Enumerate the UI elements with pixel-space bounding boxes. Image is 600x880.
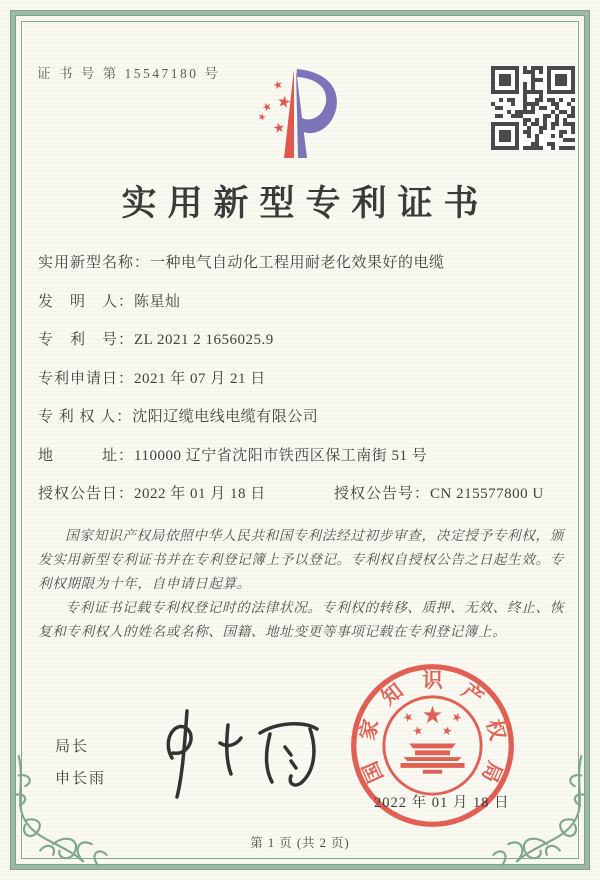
cnipa-logo-icon — [237, 56, 367, 166]
field-row-address — [38, 444, 566, 462]
field-row-patentee — [38, 405, 566, 423]
qr-code — [491, 66, 575, 150]
field-value: 2022 年 01 月 18 日 — [134, 486, 266, 502]
seal-date: 2022 年 01 月 18 日 — [374, 795, 510, 811]
field-label: 专利申请日： — [38, 370, 135, 387]
field-label: 专 利 号： — [38, 332, 135, 348]
field-row-inventor — [38, 290, 566, 308]
legal-paragraph-1: 国家知识产权局依照中华人民共和国专利法经过初步审查，决定授予专利权，颁发实用新型专利证书并在专利登记簿上予以登记。专利权自授权公告之日起生效。专利权期限为十年，自申请日起算。 — [38, 528, 564, 591]
field-value: 沈阳辽缆电线电缆有限公司 — [132, 409, 319, 425]
svg-text:知: 知 — [378, 679, 408, 710]
svg-text:局: 局 — [477, 757, 506, 786]
grant-date-pair — [38, 482, 334, 503]
field-row-filing-date — [38, 367, 566, 385]
svg-text:权: 权 — [481, 717, 509, 743]
field-value: CN 215577800 U — [430, 486, 544, 502]
svg-text:家: 家 — [356, 717, 384, 743]
certificate-title: 实用新型专利证书 — [121, 184, 490, 223]
handwritten-signature-icon — [142, 703, 332, 803]
svg-text:产: 产 — [457, 679, 487, 710]
legal-text — [38, 524, 564, 644]
field-value: 一种电气自动化工程用耐老化效果好的电缆 — [150, 255, 445, 271]
field-label: 地 址： — [38, 447, 135, 464]
field-row-name — [38, 251, 566, 269]
field-row-patent-number — [38, 328, 566, 346]
field-value: ZL 2021 2 1656025.9 — [134, 332, 274, 348]
signer-title: 局长 — [55, 738, 90, 755]
legal-paragraph-2: 专利证书记载专利权登记时的法律状况。专利权的转移、质押、无效、终止、恢复和专利权人的姓名或名称、国籍、地址变更等事项记载在专利登记簿上。 — [38, 599, 564, 639]
field-label: 授权公告日： — [38, 486, 135, 502]
certificate-number: 证 书 号 第 15547180 号 — [37, 66, 221, 81]
field-list — [38, 251, 566, 521]
field-label: 授权公告号： — [334, 486, 431, 502]
page-footer: 第 1 页 (共 2 页) — [250, 836, 350, 850]
field-value: 110000 辽宁省沈阳市铁西区保工南街 51 号 — [134, 447, 428, 464]
field-value: 2021 年 07 月 21 日 — [134, 370, 266, 387]
field-label: 实用新型名称： — [38, 255, 151, 271]
field-label: 专 利 权 人： — [38, 409, 133, 425]
svg-text:国: 国 — [359, 757, 388, 786]
svg-text:识: 识 — [422, 670, 443, 693]
field-label: 发 明 人： — [38, 293, 135, 310]
signer-name: 申长雨 — [55, 770, 107, 787]
field-value: 陈星灿 — [134, 293, 181, 310]
signer-block — [55, 735, 106, 788]
field-row-grant — [38, 482, 566, 500]
